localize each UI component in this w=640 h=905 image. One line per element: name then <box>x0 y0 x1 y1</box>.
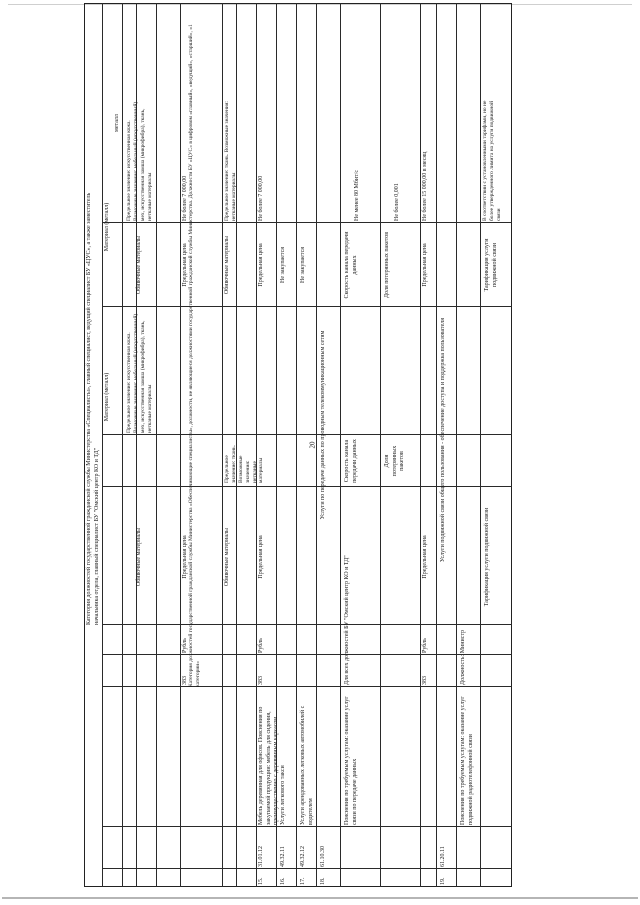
col-rule <box>102 434 512 435</box>
rule <box>122 3 123 887</box>
furniture-materials-3: Обивочные материалы <box>224 235 230 295</box>
metal-description-left: Предельное значение: искусственная кожа. Возможные значения: мебельный (искусственный) мех, искусственная замша (микрофибра), ткань, нетканые материалы <box>126 313 153 433</box>
price-limit-c: Предельная цена <box>258 243 264 287</box>
row-name-18: Пояснения по требуемым услугам: оказание услуг связи по передаче данных <box>344 696 358 825</box>
lost-packets-label: Доля потерянных пакетов <box>384 445 405 477</box>
rotated-table <box>84 3 512 887</box>
price-limit-value: Не более 7 000,00 <box>182 175 188 221</box>
rule <box>480 3 481 887</box>
price-limit-value-c: Не более 15 000,00 в месяц <box>422 151 428 221</box>
staff-centers: Для всех должностей БУ "Омский центр КО и ТД" <box>344 555 350 685</box>
okpd-code-19: 61.20.11 <box>440 846 446 867</box>
ruble-unit: Рубль <box>182 638 188 653</box>
col-rule <box>102 486 512 487</box>
rule <box>316 3 317 887</box>
rule <box>340 3 341 887</box>
tariff-value: В соответствии с установленными тарифами, но не более утвержденного лимита на услуги подвижной связи <box>482 100 502 221</box>
rule <box>456 3 457 887</box>
rule-under-header <box>102 3 103 887</box>
price-limit-right: Предельная цена <box>182 243 188 287</box>
data-speed-label: Скорость канала передачи данных <box>344 439 358 483</box>
page-number: 20 <box>308 441 317 449</box>
col-rule <box>102 686 512 687</box>
rule <box>420 3 421 887</box>
rule <box>380 3 381 887</box>
price-limit-e: Предельная цена <box>422 243 428 287</box>
okpd-code-18: 61.10.30 <box>320 846 326 867</box>
category-header-line2: начальника отдела, главный специалист БУ "Омский центр КО и ТД" <box>94 447 100 625</box>
row-number-15: 15. <box>258 877 264 885</box>
col-rule <box>102 306 512 307</box>
scan-edge-bottom <box>2 897 638 899</box>
row-name-17: Услуги арендованных легковых автомобилей с водителем <box>300 705 314 825</box>
metal-description-right: Предельное значение: искусственная кожа. Возможные значения: мебельный (искусственный) мех, искусственная замша (микрофибра), ткань, нетканые материалы <box>126 101 153 221</box>
row-number-16: 16. <box>280 877 286 885</box>
material-header-right: Материал (металл) <box>104 202 110 252</box>
okpd-code-17: 49.32.12 <box>300 846 306 867</box>
metal-label: металл <box>114 114 120 132</box>
material-header-left: Материал (металл) <box>104 372 110 422</box>
row-name-15: Мебель деревянная для офисов. Пояснения по закупаемой продукции: мебель для сидения, преимущественно с деревянным каркасом <box>258 706 279 825</box>
price-limit-value-b: Не более 7 000,00 <box>258 175 264 221</box>
lost-packets-value: Не более 0,001 <box>394 183 400 221</box>
rental-not-purchased: Не закупается <box>300 247 306 284</box>
row-number-17: 17. <box>300 877 306 885</box>
taxi-not-purchased: Не закупается <box>280 247 286 284</box>
rule <box>156 3 157 887</box>
price-limit-left: Предельная цена <box>182 535 188 579</box>
rule <box>180 3 181 887</box>
furniture-materials-right: Обивочные материалы <box>136 235 142 295</box>
rule <box>436 3 437 887</box>
row-name-19: Пояснения по требуемым услугам: оказание услуг подвижной радиотелефонной связи <box>460 696 474 825</box>
tariff-label-left: Тарификация услуги подвижной связи <box>484 507 490 607</box>
tariff-label-right: Тарификация услуги подвижной связи <box>484 238 498 292</box>
price-limit-b: Предельная цена <box>258 535 264 579</box>
rule <box>296 3 297 887</box>
furniture-materials-2: Обивочные материалы <box>224 527 230 587</box>
ruble-unit-b: Рубль <box>258 638 264 653</box>
ruble-unit-c: Рубль <box>422 638 428 653</box>
furniture-materials-left: Обивочные материалы <box>136 527 142 587</box>
col-rule <box>102 222 512 223</box>
rule <box>222 3 223 887</box>
fabric-description-right: Предельное значение: ткань. Возможные значения: нетканые материалы <box>224 101 237 221</box>
lost-packets-label-2: Доля потерянных пакетов <box>384 231 390 299</box>
data-service-title: Услуги по передаче данных по проводным телекоммуникационным сетям <box>320 330 326 520</box>
mobile-service-title: Услуги подвижной связи общего пользования - обеспечение доступа и поддержка пользователя <box>440 317 446 563</box>
price-limit-d: Предельная цена <box>422 535 428 579</box>
data-speed-value: Не менее 80 Мбит/с <box>354 169 360 221</box>
data-speed-label-2: Скорость канала передачи данных <box>344 231 358 299</box>
row-name-16: Услуги легкового такси <box>280 765 286 825</box>
col-rule <box>102 624 512 625</box>
fabric-description-left: Предельное значение: ткань. Возможные значения: нетканые материалы <box>224 444 265 483</box>
row-number-18: 18. <box>320 877 326 885</box>
okpd-code-15: 31.01.12 <box>258 846 264 867</box>
category-leading: Категория должностей государственной гражданской службы Министерства «Обеспечивающие специалисты», должности, не являющиеся должностями государственной гражданской службы Министерства. Должности БУ «ЦУС» в цифровом «главный», «ведущий», «старший», «1 категории» <box>188 24 201 687</box>
col-rule <box>102 654 512 655</box>
minister-position: Должность: Министр <box>460 629 466 685</box>
code-383-c: 383 <box>422 676 428 685</box>
okpd-code-16: 49.32.11 <box>280 846 286 867</box>
code-383-b: 383 <box>258 676 264 685</box>
category-header-line1: Категория должностей государственной гражданской службы Министерства «Специалисты», главный специалист, ведущий специалист БУ «ЦУС», а также заместитель <box>86 192 92 625</box>
code-383: 383 <box>182 676 188 685</box>
row-number-19: 19. <box>440 877 446 885</box>
